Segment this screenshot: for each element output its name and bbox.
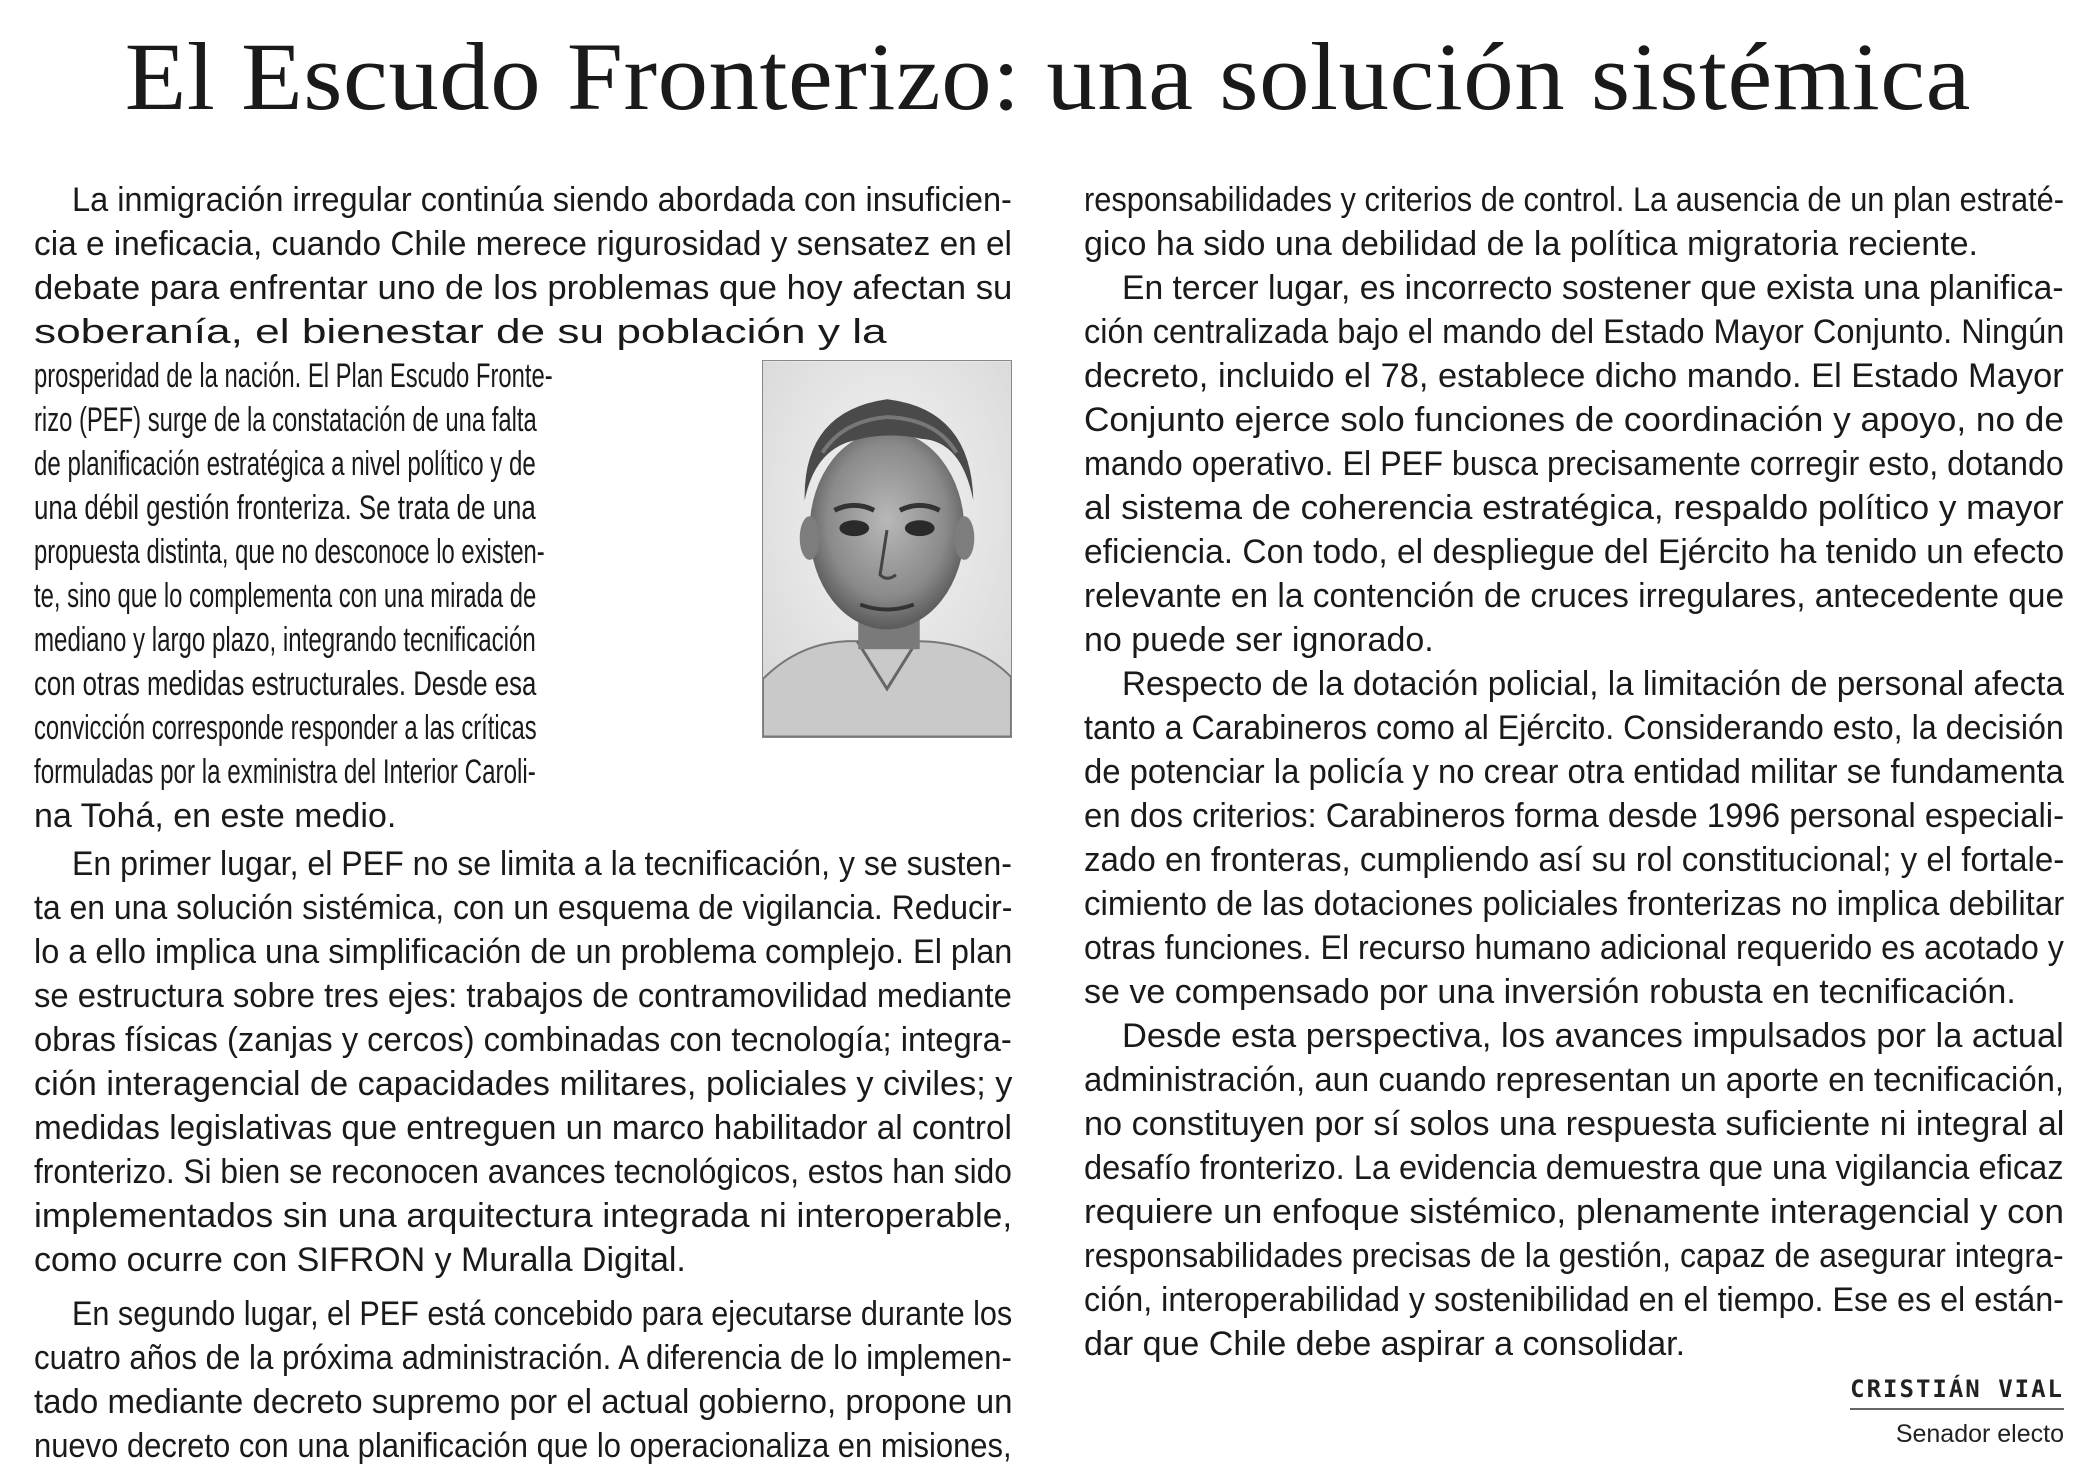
paragraph-line: na Tohá, en este medio. (34, 797, 397, 835)
paragraph-line: lo a ello implica una simplificación de un problema complejo. El plan (34, 933, 1013, 971)
article-title: El Escudo Fronterizo: una solución sistémica (124, 23, 1972, 130)
paragraph-line: se estructura sobre tres ejes: trabajos de contramovilidad mediante (34, 977, 1012, 1015)
paragraph-line: implementados sin una arquitectura integrada ni interoperable, (34, 1197, 1013, 1235)
paragraph-line: La inmigración irregular continúa siendo abordada con insuficien- (72, 181, 1012, 219)
paragraph-line: desafío fronterizo. La evidencia demuestra que una vigilancia eficaz (1084, 1149, 2064, 1187)
paragraph-line: soberanía, el bienestar de su población y la (34, 313, 887, 351)
paragraph-line: gico ha sido una debilidad de la política migratoria reciente. (1084, 225, 1978, 263)
paragraph-line: se ve compensado por una inversión robusta en tecnificación. (1084, 973, 2016, 1011)
paragraph-line: cuatro años de la próxima administración. A diferencia de lo implemen- (34, 1339, 1012, 1377)
paragraph-line: ta en una solución sistémica, con un esquema de vigilancia. Reducir- (34, 889, 1013, 927)
paragraph-line: rizo (PEF) surge de la constatación de una falta (34, 401, 537, 439)
paragraph-line: dar que Chile debe aspirar a consolidar. (1084, 1325, 1686, 1363)
paragraph-line: responsabilidades precisas de la gestión, capaz de asegurar integra- (1084, 1237, 2064, 1275)
paragraph-line: En primer lugar, el PEF no se limita a la tecnificación, y se susten- (72, 845, 1012, 883)
paragraph-line: nuevo decreto con una planificación que lo operacionaliza en misiones, (34, 1427, 1012, 1465)
paragraph-line: eficiencia. Con todo, el despliegue del Ejército ha tenido un efecto (1084, 533, 2065, 571)
author-role: Senador electo (1895, 1420, 2064, 1448)
paragraph-line: te, sino que lo complementa con una mirada de (34, 577, 537, 615)
paragraph-line: ción interagencial de capacidades militares, policiales y civiles; y (34, 1065, 1013, 1103)
paragraph-line: relevante en la contención de cruces irregulares, antecedente que (1084, 577, 2065, 615)
paragraph-line: decreto, incluido el 78, establece dicho mando. El Estado Mayor (1084, 357, 2064, 395)
paragraph-line: prosperidad de la nación. El Plan Escudo Fronte- (34, 357, 553, 395)
paragraph-line: en dos criterios: Carabineros forma desde 1996 personal especiali- (1084, 797, 2065, 835)
paragraph-line: En segundo lugar, el PEF está concebido para ejecutarse durante los (72, 1295, 1013, 1333)
paragraph-line: convicción corresponde responder a las críticas (34, 709, 537, 747)
paragraph-line: otras funciones. El recurso humano adicional requerido es acotado y (1084, 929, 2064, 967)
paragraph-line: medidas legislativas que entreguen un marco habilitador al control (34, 1109, 1012, 1147)
paragraph-line: no puede ser ignorado. (1084, 621, 1434, 659)
paragraph-line: con otras medidas estructurales. Desde esa (34, 665, 537, 703)
paragraph-line: mando operativo. El PEF busca precisamente corregir esto, dotando (1084, 445, 2064, 483)
author-name: CRISTIÁN VIAL (1850, 1375, 2064, 1403)
author-photo (762, 360, 1012, 738)
paragraph-line: requiere un enfoque sistémico, plenamente interagencial y con (1084, 1193, 2064, 1231)
paragraph-line: debate para enfrentar uno de los problemas que hoy afectan su (34, 269, 1013, 307)
paragraph-line: tado mediante decreto supremo por el actual gobierno, propone un (34, 1383, 1013, 1421)
paragraph-line: obras físicas (zanjas y cercos) combinadas con tecnología; integra- (34, 1021, 1012, 1059)
paragraph-line: al sistema de coherencia estratégica, respaldo político y mayor (1084, 489, 2064, 527)
paragraph-line: cia e ineficacia, cuando Chile merece rigurosidad y sensatez en el (34, 225, 1012, 263)
paragraph-line: propuesta distinta, que no desconoce lo existen- (34, 533, 545, 571)
paragraph-line: Desde esta perspectiva, los avances impulsados por la actual (1122, 1017, 2064, 1055)
paragraph-line: no constituyen por sí solos una respuesta suficiente ni integral al (1084, 1105, 2065, 1143)
paragraph-line: de potenciar la policía y no crear otra entidad militar se fundamenta (1084, 753, 2064, 791)
paragraph-line: mediano y largo plazo, integrando tecnificación (34, 621, 536, 659)
author-divider (1850, 1408, 2064, 1410)
author-portrait-image (763, 361, 1011, 737)
paragraph-line: Conjunto ejerce solo funciones de coordinación y apoyo, no de (1084, 401, 2064, 439)
paragraph-line: administración, aun cuando representan un aporte en tecnificación, (1084, 1061, 2065, 1099)
paragraph-line: ción centralizada bajo el mando del Estado Mayor Conjunto. Ningún (1084, 313, 2065, 351)
paragraph-line: En tercer lugar, es incorrecto sostener que exista una planifica- (1122, 269, 2064, 307)
paragraph-line: tanto a Carabineros como al Ejército. Considerando esto, la decisión (1084, 709, 2064, 747)
author-signature (1850, 1372, 2064, 1450)
paragraph-line: Respecto de la dotación policial, la limitación de personal afecta (1122, 665, 2064, 703)
paragraph-line: responsabilidades y criterios de control. La ausencia de un plan estraté- (1084, 181, 2064, 219)
paragraph-line: ción, interoperabilidad y sostenibilidad en el tiempo. Ese es el están- (1084, 1281, 2064, 1319)
paragraph-line: fronterizo. Si bien se reconocen avances tecnológicos, estos han sido (34, 1153, 1012, 1191)
paragraph-line: zado en fronteras, cumpliendo así su rol constitucional; y el fortale- (1084, 841, 2065, 879)
paragraph-line: cimiento de las dotaciones policiales fronterizas no implica debilitar (1084, 885, 2065, 923)
paragraph-line: formuladas por la exministra del Interior Caroli- (34, 753, 536, 791)
paragraph-line: de planificación estratégica a nivel político y de (34, 445, 536, 483)
paragraph-line: una débil gestión fronteriza. Se trata de una (34, 489, 536, 527)
paragraph-line: como ocurre con SIFRON y Muralla Digital. (34, 1241, 686, 1279)
